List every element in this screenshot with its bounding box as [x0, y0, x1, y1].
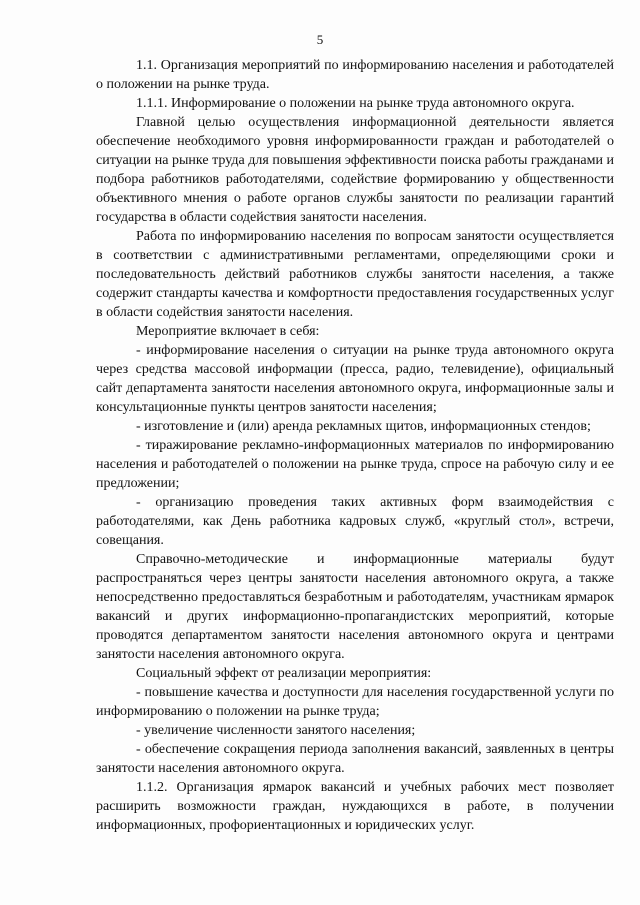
paragraph-work-procedure: Работа по информированию населения по вопросам занятости осуществляется в соответствии с административными регламентами, определяющими сроки и последовательность действий работников службы занятости населения, а также содержит стандарты качества и комфортности предоставления государственных услуг в области содействия занятости населения.	[96, 229, 614, 320]
list-item: - изготовление и (или) аренда рекламных щитов, информационных стендов;	[136, 419, 591, 434]
list-item: - повышение качества и доступности для населения государственной услуги по информированию о положении на рынке труда;	[96, 685, 614, 719]
list-item: - увеличение численности занятого населения;	[136, 723, 416, 738]
subsection-heading-1-1-1: 1.1.1. Информирование о положении на рынке труда автономного округа.	[136, 96, 575, 111]
paragraph-main-goal: Главной целью осуществления информационной деятельности является обеспечение необходимого уровня информированности граждан и работодателей о ситуации на рынке труда для повышения эффективности поиска работы гражданами и подбора работников работодателями, содействие формированию у общественности объективного мнения о работе органов службы занятости по реализации гарантий государства в области содействия занятости населения.	[96, 115, 614, 225]
subsection-heading-1-1-2: 1.1.2. Организация ярмарок вакансий и учебных рабочих мест позволяет расширить возможности граждан, нуждающихся в работе, в получении информационных, профориентационных и юридических услуг.	[96, 780, 614, 833]
paragraph-social-effect-intro: Социальный эффект от реализации мероприятия:	[136, 666, 432, 681]
document-body	[96, 56, 614, 835]
paragraph-measure-intro: Мероприятие включает в себя:	[136, 324, 320, 339]
list-item: - организацию проведения таких активных форм взаимодействия с работодателями, как День работника кадровых служб, «круглый стол», встречи, совещания.	[96, 495, 614, 548]
list-item: - обеспечение сокращения периода заполнения вакансий, заявленных в центры занятости населения автономного округа.	[96, 742, 614, 776]
section-heading-1-1: 1.1. Организация мероприятий по информированию населения и работодателей о положении на рынке труда.	[96, 58, 614, 92]
page-number: 5	[316, 32, 324, 47]
list-item: - информирование населения о ситуации на рынке труда автономного округа через средства массовой информации (пресса, радио, телевидение), официальный сайт департамента занятости населения автономного округа, информационные залы и консультационные пункты центров занятости населения;	[96, 343, 614, 415]
list-item: - тиражирование рекламно-информационных материалов по информированию населения и работодателей о положении на рынке труда, спросе на рабочую силу и ее предложении;	[96, 438, 614, 491]
paragraph-materials: Справочно-методические и информационные материалы будут распространяться через центры занятости населения автономного округа, а также непосредственно предоставляться безработным и работодателям, участникам ярмарок вакансий и других информационно-пропагандистских мероприятий, которые проводятся департаментом занятости населения автономного округа и центрами занятости населения автономного округа.	[96, 552, 614, 662]
